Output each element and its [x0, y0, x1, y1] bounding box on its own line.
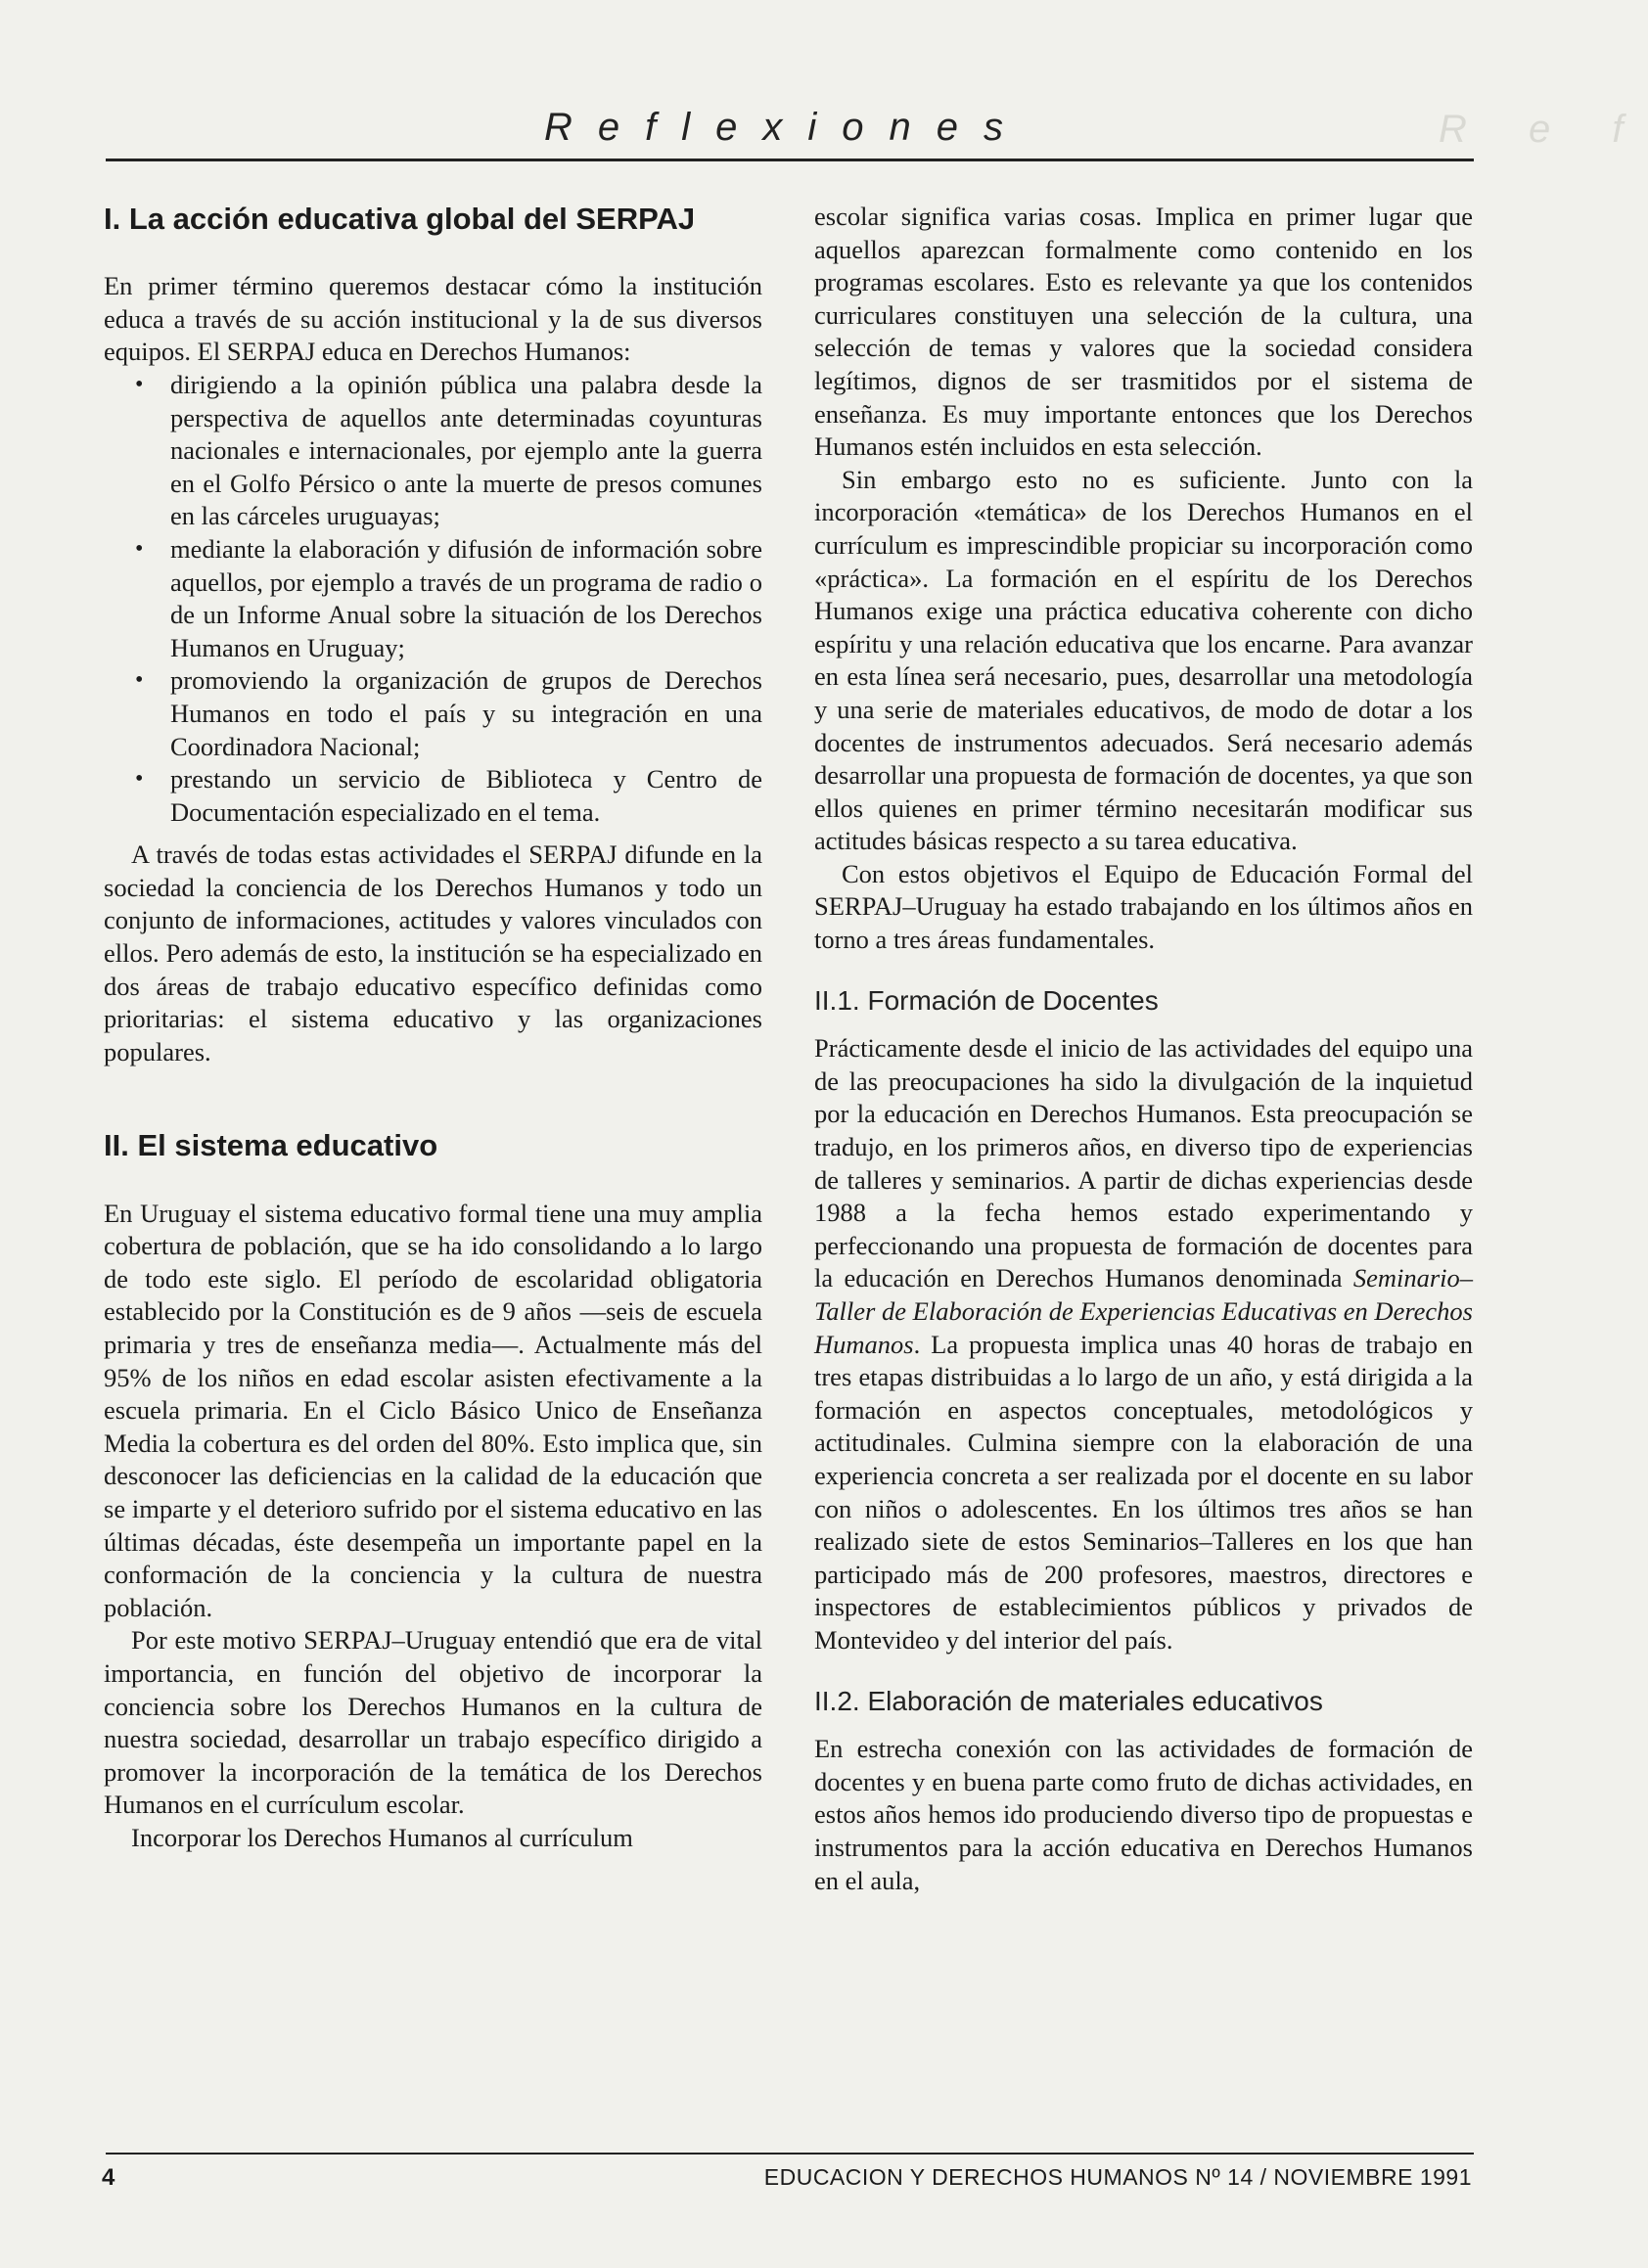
footer-rule [106, 2153, 1474, 2155]
list-item [133, 763, 762, 829]
list-item-text: prestando un servicio de Biblioteca y Centro de Documentación especializado en el tema. [170, 764, 762, 827]
list-item [133, 369, 762, 533]
section-2-heading: II. El sistema educativo [104, 1128, 438, 1163]
subsection-1-heading: II.1. Formación de Docentes [814, 984, 1159, 1016]
list-item-text: dirigiendo a la opinión pública una palabra desde la perspectiva de aquellos ante determinadas coyunturas nacionales e internacionales, por ejemplo ante la guerra en el Golfo Pérsico o ante la muerte de presos comunes en las cárceles uruguayas; [170, 369, 762, 531]
left-column [104, 201, 762, 1855]
right-column [814, 201, 1473, 1897]
show-through-header: R e f [1439, 108, 1648, 151]
list-item [133, 664, 762, 763]
journal-footer: EDUCACION Y DERECHOS HUMANOS Nº 14 / NOVIEMBRE 1991 [763, 2164, 1472, 2190]
subsection-2-paragraph: En estrecha conexión con las actividades de formación de docentes y en buena parte como fruto de dichas actividades, en estos años hemos ido produciendo diverso tipo de propuestas e instrumentos para la acción educativa en Derechos Humanos en el aula, [814, 1734, 1473, 1895]
subsection-1-text-b: . La propuesta implica unas 40 horas de trabajo en tres etapas distribuidas a lo largo de un año, y está dirigida a la formación en aspectos conceptuales, metodológicos y actitudinales. Culmina siempre con la elaboración de una experiencia concreta a ser realizada por el docente en su labor con niños o adolescentes. En los últimos tres años se han realizado siete de estos Seminarios–Talleres en los que han participado más de 200 profesores, maestros, directores e inspectores de establecimientos públicos y privados de Montevideo y del interior del país. [814, 1329, 1473, 1655]
list-item-text: promoviendo la organización de grupos de Derechos Humanos en todo el país y su integración en una Coordinadora Nacional; [170, 665, 762, 761]
right-paragraph-3: Con estos objetivos el Equipo de Educación Formal del SERPAJ–Uruguay ha estado trabajando en los últimos años en torno a tres áreas fundamentales. [814, 858, 1473, 955]
bullet-icon: • [135, 371, 144, 397]
bullet-icon: • [135, 766, 144, 793]
bullet-list [104, 369, 762, 829]
right-paragraph-1: escolar significa varias cosas. Implica en primer lugar que aquellos aparezcan formalmente como contenido en los programas escolares. Esto es relevante ya que los contenidos curriculares constituyen una selección de la cultura, una selección de temas y valores que la sociedad considera legítimos, dignos de ser trasmitidos por el sistema de enseñanza. Es muy importante entonces que los Derechos Humanos estén incluidos en esta selección. [814, 202, 1473, 462]
section-1-intro: En primer término queremos destacar cómo la institución educa a través de su acción institucional y la de sus diversos equipos. El SERPAJ educa en Derechos Humanos: [104, 271, 762, 367]
running-header: Reflexiones [543, 106, 1029, 149]
subsection-2-heading: II.2. Elaboración de materiales educativos [814, 1685, 1323, 1716]
list-item [133, 533, 762, 664]
section-1-heading: I. La acción educativa global del SERPAJ [104, 202, 696, 236]
bullet-icon: • [135, 667, 144, 694]
header-rule [106, 159, 1474, 161]
section-2-paragraph-1: En Uruguay el sistema educativo formal tiene una muy amplia cobertura de población, que se ha ido consolidando a lo largo de todo este siglo. El período de escolaridad obligatoria establecido por la Constitución es de 9 años —seis de escuela primaria y tres de enseñanza media—. Actualmente más del 95% de los niños en edad escolar asisten efectivamente a la escuela primaria. En el Ciclo Básico Unico de Enseñanza Media la cobertura es del orden del 80%. Esto implica que, sin desconocer las deficiencias en la calidad de la educación que se imparte y el deterioro sufrido por el sistema educativo en las últimas décadas, éste desempeña un importante papel en la conformación de la conciencia y la cultura de nuestra población. [104, 1198, 762, 1622]
subsection-1-text-a: Prácticamente desde el inicio de las actividades del equipo una de las preocupaciones ha sido la divulgación de la inquietud por la educación en Derechos Humanos. Esta preocupación se tradujo, en los primeros años, en diverso tipo de experiencias de talleres y seminarios. A partir de dichas experiencias desde 1988 a la fecha hemos estado experimentando y perfeccionando una propuesta de formación de docentes para la educación en Derechos Humanos denominada [814, 1033, 1473, 1293]
section-1-closing: A través de todas estas actividades el SERPAJ difunde en la sociedad la conciencia de los Derechos Humanos y todo un conjunto de informaciones, actitudes y valores vinculados con ellos. Pero además de esto, la institución se ha especializado en dos áreas de trabajo educativo específico definidas como prioritarias: el sistema educativo y las organizaciones populares. [104, 839, 762, 1066]
subsection-1-paragraph [814, 1032, 1473, 1656]
page-number: 4 [102, 2164, 115, 2191]
list-item-text: mediante la elaboración y difusión de información sobre aquellos, por ejemplo a través de un programa de radio o de un Informe Anual sobre la situación de los Derechos Humanos en Uruguay; [170, 533, 762, 662]
right-paragraph-2: Sin embargo esto no es suficiente. Junto con la incorporación «temática» de los Derechos Humanos en el currículum es imprescindible propiciar su incorporación como «práctica». La formación en el espíritu de los Derechos Humanos exige una práctica educativa coherente con dicho espíritu y una relación educativa que los encarne. Para avanzar en esta línea será necesario, pues, desarrollar una metodología y una serie de materiales educativos, de modo de dotar a los docentes de instrumentos adecuados. Será necesario además desarrollar una propuesta de formación de docentes, ya que son ellos quienes en primer término necesitarán modificar sus actitudes básicas respecto a su tarea educativa. [814, 464, 1473, 856]
bullet-icon: • [135, 535, 144, 562]
section-2-paragraph-3: Incorporar los Derechos Humanos al currículum [131, 1822, 633, 1852]
section-2-paragraph-2: Por este motivo SERPAJ–Uruguay entendió que era de vital importancia, en función del objetivo de incorporar la conciencia sobre los Derechos Humanos en la cultura de nuestra sociedad, desarrollar un trabajo específico dirigido a promover la incorporación de la temática de los Derechos Humanos en el currículum escolar. [104, 1625, 762, 1820]
seminar-title: Seminario–Taller de Elaboración de Experiencias Educativas en Derechos Humanos [814, 1263, 1473, 1359]
